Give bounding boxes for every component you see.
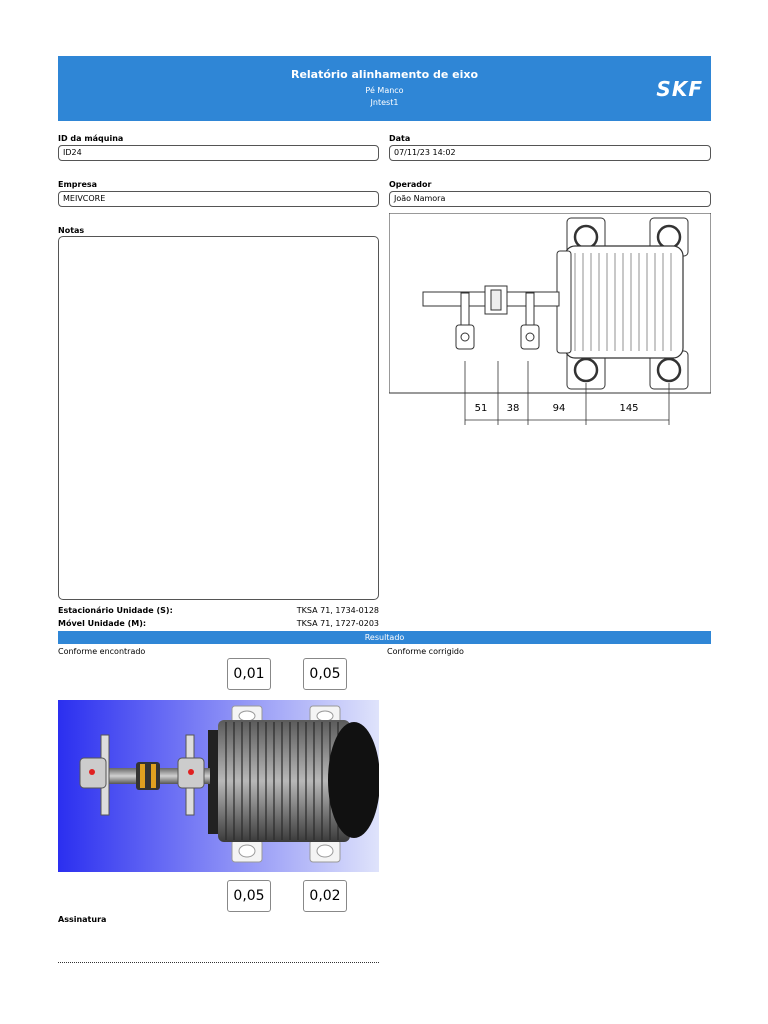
report-subtitle: Pé Manco [365,86,404,95]
report-title: Relatório alinhamento de eixo [290,68,479,81]
machine-dimension-diagram [389,213,711,428]
movable-unit-label: Móvel Unidade (M): [58,619,147,628]
company-label: Empresa [58,180,98,189]
dimension-1: 51 [474,403,488,414]
stationary-unit-value: TKSA 71, 1734-0128 [296,606,379,615]
date-field[interactable]: 07/11/23 14:02 [389,145,711,161]
foot-value-bottom-left: 0,05 [227,880,271,912]
dimension-3: 94 [552,403,566,414]
skf-logo: SKF [656,77,703,101]
dimension-2: 38 [506,403,520,414]
signature-label: Assinatura [58,915,107,924]
foot-value-bottom-right: 0,02 [303,880,347,912]
result-bar: Resultado [58,631,711,644]
report-job: Jntest1 [370,98,399,107]
stationary-unit-label: Estacionário Unidade (S): [58,606,173,615]
company-field[interactable]: MEIVCORE [58,191,379,207]
operator-label: Operador [389,180,432,189]
notes-field[interactable] [58,236,379,600]
foot-value-top-left: 0,01 [227,658,271,690]
movable-unit-value: TKSA 71, 1727-0203 [296,619,379,628]
dimension-4: 145 [619,403,639,414]
date-label: Data [389,134,411,143]
notes-label: Notas [58,226,85,235]
as-found-label: Conforme encontrado [58,647,146,656]
motor-3d-image [58,700,379,872]
machine-id-label: ID da máquina [58,134,124,143]
foot-value-top-right: 0,05 [303,658,347,690]
operator-field[interactable]: João Namora [389,191,711,207]
machine-id-field[interactable]: ID24 [58,145,379,161]
signature-line[interactable] [58,962,379,963]
report-header [58,56,711,121]
as-corrected-label: Conforme corrigido [387,647,464,656]
